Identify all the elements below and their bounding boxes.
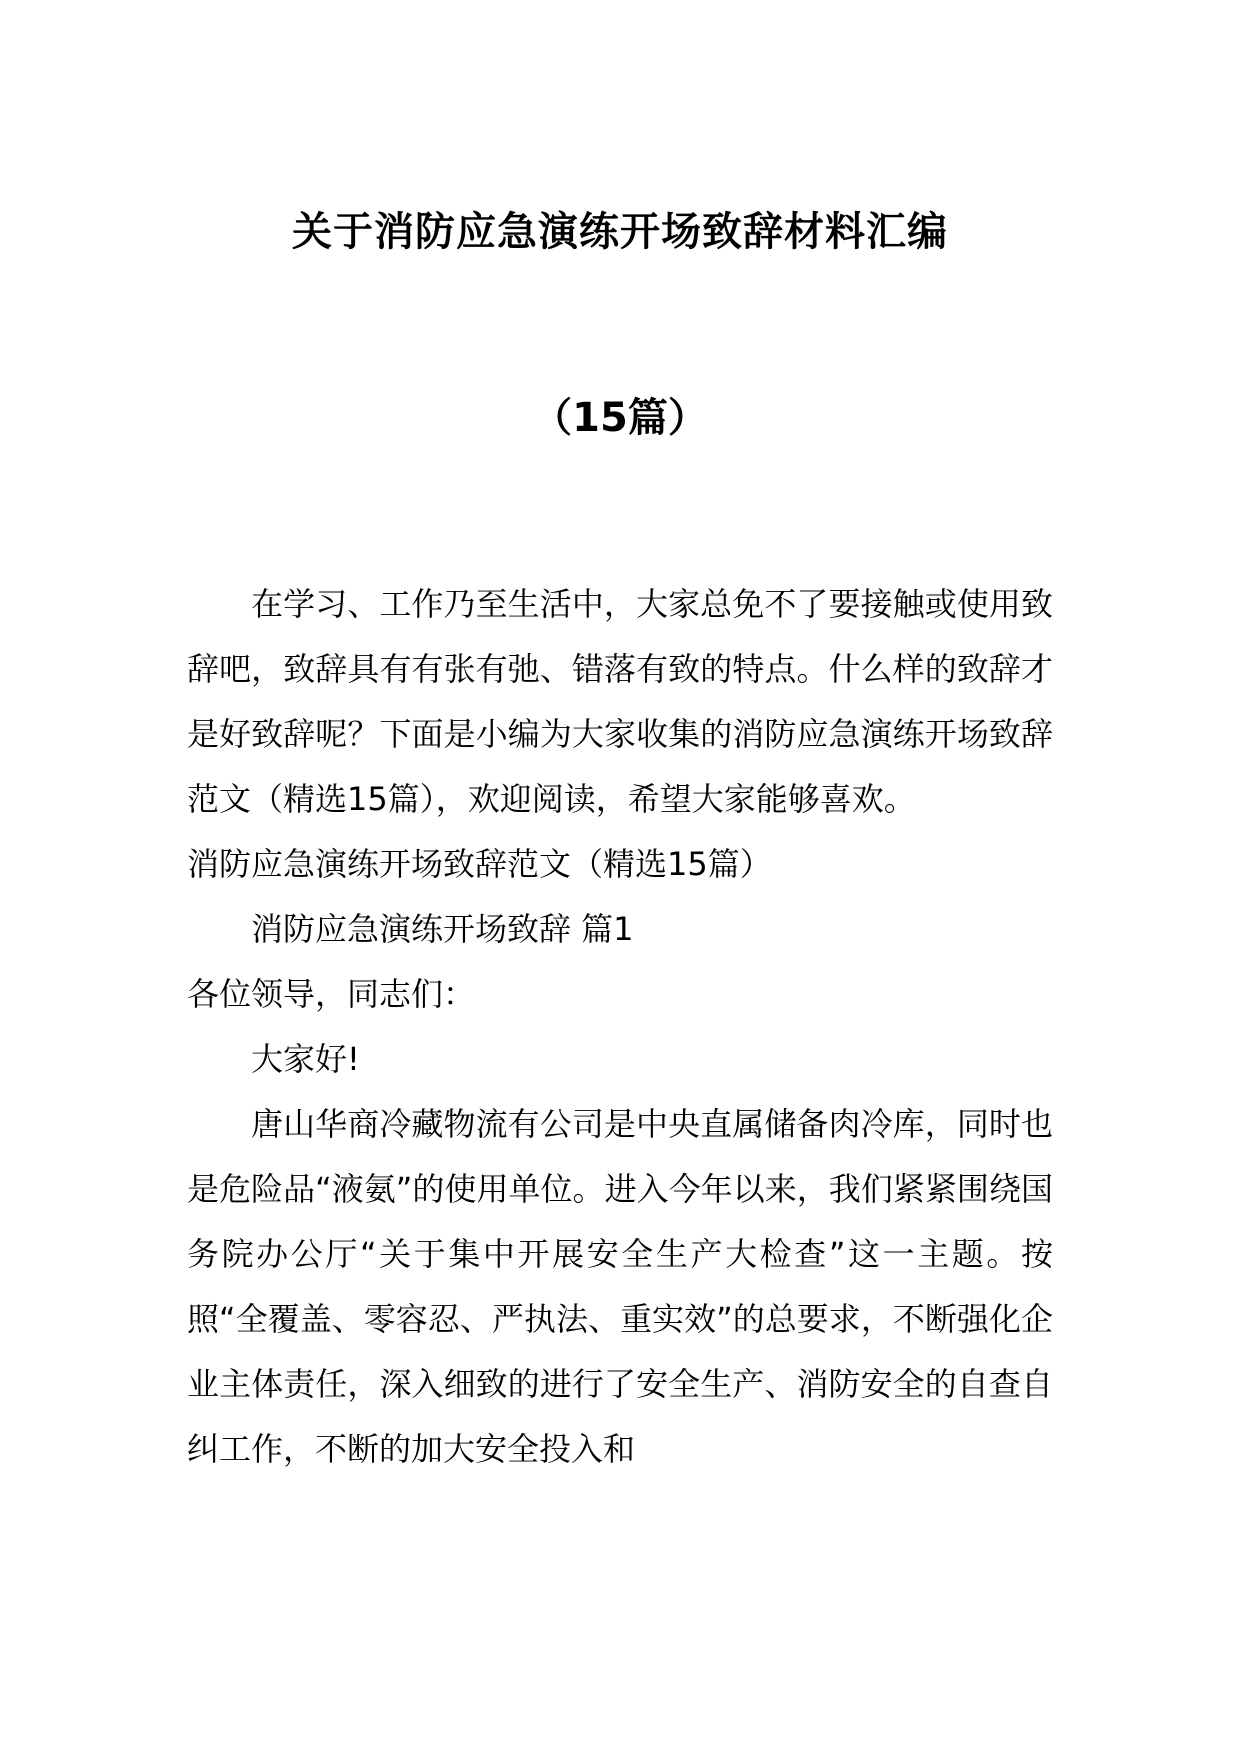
body-paragraph: 唐山华商冷藏物流有公司是中央直属储备肉冷库，同时也是危险品“液氨”的使用单位。进入今年以来，我们紧紧围绕国务院办公厅“关于集中开展安全生产大检查”这一主题。按照“全覆盖、零容忍、严执法、重实效”的总要求，不断强化企业主体责任，深入细致的进行了安全生产、消防安全的自查自纠工作，不断的加大安全投入和: [187, 1105, 1053, 1468]
document-subtitle: （15篇）: [532, 395, 708, 441]
document-title: 关于消防应急演练开场致辞材料汇编: [292, 209, 948, 255]
document-body: [187, 572, 1053, 1482]
collection-title: 消防应急演练开场致辞范文（精选15篇）: [187, 845, 772, 883]
greeting: 大家好!: [251, 1040, 360, 1078]
piece-heading: 消防应急演练开场致辞 篇1: [251, 910, 634, 948]
intro-paragraph: 在学习、工作乃至生活中，大家总免不了要接触或使用致辞吧，致辞具有有张有弛、错落有致的特点。什么样的致辞才是好致辞呢？下面是小编为大家收集的消防应急演练开场致辞范文（精选15篇），欢迎阅读，希望大家能够喜欢。: [187, 585, 1053, 818]
salutation: 各位领导，同志们：: [187, 975, 476, 1013]
